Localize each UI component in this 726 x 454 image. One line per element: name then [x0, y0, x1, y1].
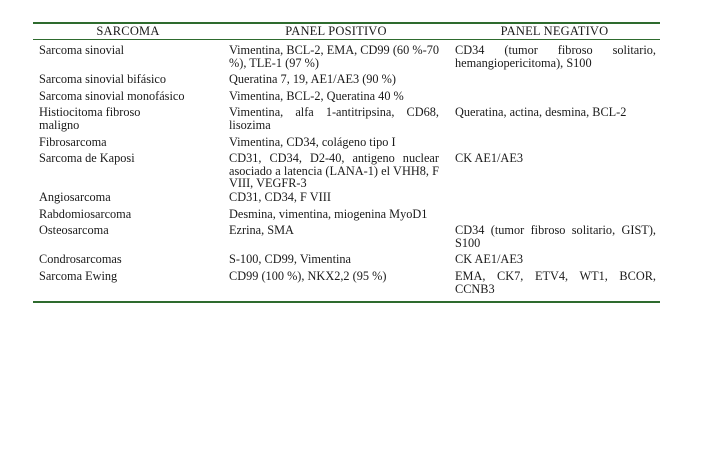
cell-sarcoma: Angiosarcoma: [39, 189, 111, 204]
header-panel-negativo: PANEL NEGATIVO: [500, 24, 609, 38]
sarcoma-immunohistochemistry-table: [33, 22, 660, 303]
cell-negativo: [449, 69, 660, 86]
cell-positivo: Vimentina, CD34, colágeno tipo I: [229, 134, 396, 149]
cell-positivo: Vimentina, BCL-2, EMA, CD99 (60 %-70 %), TLE-1 (97 %): [229, 43, 439, 70]
table-bottom-rule: [33, 301, 660, 303]
table-row: [33, 266, 660, 295]
table-row: [33, 102, 660, 131]
cell-sarcoma-text: Sarcoma sinovial monofásico: [39, 88, 185, 103]
cell-sarcoma: Sarcoma de Kaposi: [39, 151, 135, 166]
cell-positivo: Vimentina, alfa 1-antitripsina, CD68, lisozima: [229, 105, 439, 132]
cell-sarcoma-text: Histiocitoma fibroso maligno: [39, 105, 141, 132]
cell-positivo: CD31, CD34, D2-40, antigeno nuclear asociado a latencia (LANA-1) el VHH8, F VIII, VEGFR-3: [229, 151, 439, 191]
cell-negativo: EMA, CK7, ETV4, WT1, BCOR, CCNB3: [455, 268, 656, 296]
cell-positivo: S-100, CD99, Vimentina: [229, 252, 352, 267]
cell-positivo: CD31, CD34, F VIII: [229, 189, 331, 204]
table-row: [33, 86, 660, 103]
cell-negativo: [449, 132, 660, 149]
cell-negativo: CD34 (tumor fibroso solitario, GIST), S100: [455, 223, 656, 250]
cell-positivo: Queratina 7, 19, AE1/AE3 (90 %): [229, 72, 396, 87]
cell-positivo: Ezrina, SMA: [229, 223, 294, 238]
cell-negativo: [449, 190, 660, 204]
cell-negativo: CK AE1/AE3: [455, 252, 523, 267]
cell-positivo: Vimentina, BCL-2, Queratina 40 %: [229, 88, 404, 103]
header-panel-positivo: PANEL POSITIVO: [285, 24, 387, 38]
cell-sarcoma: Osteosarcoma: [39, 223, 109, 238]
cell-negativo: [449, 204, 660, 221]
cell-sarcoma: [33, 102, 223, 131]
table-header-row: [33, 24, 660, 39]
table-row: [33, 220, 660, 249]
cell-negativo: CK AE1/AE3: [455, 151, 523, 166]
cell-negativo: [449, 86, 660, 103]
cell-positivo: CD99 (100 %), NKX2,2 (95 %): [229, 268, 387, 283]
table-row: [33, 40, 660, 69]
cell-positivo: Desmina, vimentina, miogenina MyoD1: [229, 206, 428, 221]
cell-sarcoma: Fibrosarcoma: [39, 134, 107, 149]
table-row: [33, 190, 660, 204]
table-row: [33, 132, 660, 149]
cell-sarcoma: Sarcoma Ewing: [39, 268, 118, 283]
cell-negativo: Queratina, actina, desmina, BCL-2: [455, 105, 627, 120]
cell-negativo: CD34 (tumor fibroso solitario, hemangiopericitoma), S100: [455, 43, 656, 70]
cell-sarcoma: Condrosarcomas: [39, 252, 122, 267]
cell-sarcoma: Rabdomiosarcoma: [39, 206, 132, 221]
header-sarcoma: SARCOMA: [96, 24, 160, 38]
cell-sarcoma: [33, 86, 223, 103]
table-row: [33, 249, 660, 266]
table-row: [33, 148, 660, 190]
cell-sarcoma: Sarcoma sinovial: [39, 43, 125, 57]
table-row: [33, 69, 660, 86]
table-row: [33, 204, 660, 221]
cell-sarcoma: Sarcoma sinovial bifásico: [39, 72, 167, 87]
